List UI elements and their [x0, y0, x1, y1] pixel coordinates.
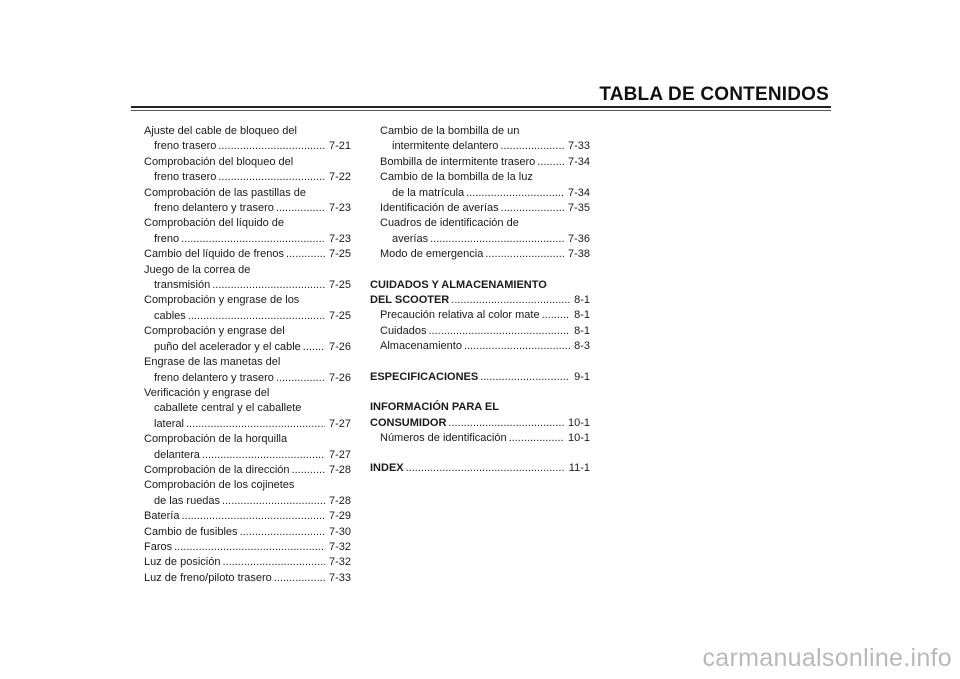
dot-leader — [430, 232, 564, 247]
toc-section-heading[interactable] — [370, 278, 590, 309]
toc-entry-text: Luz de posición — [144, 556, 221, 569]
toc-entry[interactable] — [144, 525, 351, 540]
toc-page-number: 8-1 — [574, 324, 590, 337]
toc-entry-text: freno delantero y trasero — [154, 202, 274, 215]
toc-page-number: 10-1 — [567, 431, 590, 444]
toc-page-number: 8-3 — [574, 340, 590, 353]
toc-section-heading[interactable] — [370, 400, 590, 431]
toc-entry-text: Comprobación y engrase del — [144, 325, 285, 338]
toc-page-number: 7-34 — [567, 186, 590, 199]
toc-page-number: 7-36 — [567, 232, 590, 245]
toc-entry-text: de la matrícula — [392, 186, 465, 199]
toc-entry-text: freno trasero — [154, 171, 217, 184]
dot-leader — [464, 339, 570, 354]
toc-entry[interactable] — [144, 247, 351, 262]
dot-leader — [286, 247, 325, 262]
toc-entry-text: Comprobación del bloqueo del — [144, 155, 294, 168]
toc-page-number: 7-33 — [328, 571, 351, 584]
page-title: TABLA DE CONTENIDOS — [599, 84, 829, 105]
toc-page-number: 7-32 — [328, 556, 351, 569]
dot-leader — [500, 139, 564, 154]
toc-entry-text: freno trasero — [154, 140, 217, 153]
dot-leader — [276, 371, 325, 386]
toc-entry[interactable] — [144, 155, 351, 186]
dot-leader — [202, 448, 325, 463]
toc-entry-text: Juego de la correa de — [144, 263, 251, 276]
toc-entry[interactable] — [144, 432, 351, 463]
dot-leader — [485, 247, 564, 262]
toc-entry-text: Faros — [144, 540, 173, 553]
toc-entry-text: delantera — [154, 448, 200, 461]
section-title: DEL SCOOTER — [370, 294, 450, 307]
dot-leader — [542, 308, 571, 323]
toc-entry-text: Cambio de la bombilla de la luz — [380, 171, 533, 184]
toc-entry-text: Cambio del líquido de frenos — [144, 248, 285, 261]
toc-entry[interactable] — [144, 540, 351, 555]
section-title: CONSUMIDOR — [370, 416, 447, 429]
toc-entry[interactable] — [144, 293, 351, 324]
toc-page-number: 7-34 — [567, 155, 590, 168]
toc-entry-text: Modo de emergencia — [380, 248, 484, 261]
dot-leader — [501, 201, 564, 216]
toc-page-number: 7-21 — [328, 140, 351, 153]
toc-page-number: 7-26 — [328, 371, 351, 384]
toc-page-number: 7-25 — [328, 309, 351, 322]
dot-leader — [537, 155, 564, 170]
dot-leader — [188, 309, 325, 324]
toc-entry-text: Números de identificación — [380, 431, 507, 444]
section-gap — [370, 446, 590, 461]
dot-leader — [222, 555, 325, 570]
toc-entry-text: Cambio de fusibles — [144, 525, 238, 538]
toc-entry[interactable] — [144, 509, 351, 524]
toc-page-number: 10-1 — [567, 416, 590, 429]
dot-leader — [303, 340, 325, 355]
toc-section-heading[interactable] — [370, 370, 590, 385]
dot-leader — [448, 416, 564, 431]
toc-section-heading[interactable] — [370, 461, 590, 476]
section-gap — [370, 385, 590, 400]
toc-entry-text: Comprobación del líquido de — [144, 217, 285, 230]
section-gap — [370, 355, 590, 370]
toc-entry-text: caballete central y el caballete — [154, 402, 302, 415]
toc-entry-text: transmisión — [154, 279, 211, 292]
toc-page-number: 8-1 — [574, 294, 590, 307]
toc-page-number: 7-22 — [328, 171, 351, 184]
toc-entry[interactable] — [370, 155, 590, 170]
dot-leader — [174, 540, 325, 555]
toc-entry-text: lateral — [154, 417, 184, 430]
toc-entry-text: freno — [154, 232, 180, 245]
dot-leader — [181, 509, 325, 524]
dot-leader — [240, 525, 325, 540]
toc-entry-text: cables — [154, 309, 186, 322]
toc-entry-text: Ajuste del cable de bloqueo del — [144, 125, 297, 137]
toc-entry[interactable] — [370, 431, 590, 446]
toc-entry-text: freno delantero y trasero — [154, 371, 274, 384]
section-gap — [370, 263, 590, 278]
toc-entry-text: Engrase de las manetas del — [144, 356, 281, 369]
toc-entry-text: Luz de freno/piloto trasero — [144, 571, 272, 584]
toc-entry[interactable] — [144, 124, 351, 155]
toc-page-number: 7-27 — [328, 448, 351, 461]
toc-entry-text: Bombilla de intermitente trasero — [380, 155, 536, 168]
toc-entry[interactable] — [370, 324, 590, 339]
dot-leader — [451, 293, 570, 308]
dot-leader — [186, 417, 325, 432]
toc-page-number: 7-38 — [567, 248, 590, 261]
toc-entry[interactable] — [370, 201, 590, 216]
toc-entry-text: de las ruedas — [154, 494, 221, 507]
toc-page-number: 7-32 — [328, 540, 351, 553]
toc-page-number: 7-23 — [328, 202, 351, 215]
toc-page-number: 7-29 — [328, 510, 351, 523]
toc-page-number: 7-23 — [328, 232, 351, 245]
toc-page-number: 8-1 — [574, 309, 590, 322]
toc-entry[interactable] — [144, 478, 351, 509]
toc-entry-text: puño del acelerador y el cable — [154, 340, 301, 353]
dot-leader — [218, 170, 325, 185]
dot-leader — [509, 431, 564, 446]
toc-page-number: 7-27 — [328, 417, 351, 430]
toc-entry[interactable] — [370, 124, 590, 155]
toc-entry-text: Cuadros de identificación de — [380, 217, 519, 230]
dot-leader — [218, 139, 325, 154]
toc-entry-text: Comprobación y engrase de los — [144, 294, 300, 307]
toc-entry-text: Identificación de averías — [380, 202, 499, 215]
toc-entry-text: Almacenamiento — [380, 340, 462, 353]
section-title: ESPECIFICACIONES — [370, 370, 479, 383]
toc-entry-text: Comprobación de las pastillas de — [144, 186, 307, 199]
toc-entry[interactable] — [370, 216, 590, 247]
toc-page-number: 7-25 — [328, 248, 351, 261]
toc-entry[interactable] — [370, 339, 590, 354]
toc-entry-text: Comprobación de la horquilla — [144, 433, 288, 446]
dot-leader — [274, 571, 325, 586]
watermark-text: carmanualsonline.info — [702, 644, 952, 672]
section-title: CUIDADOS Y ALMACENAMIENTO — [370, 278, 547, 291]
toc-entry-text: Batería — [144, 510, 180, 523]
toc-entry[interactable] — [370, 308, 590, 323]
header-rule-secondary — [131, 110, 831, 111]
dot-leader — [480, 370, 570, 385]
toc-page-number: 7-25 — [328, 279, 351, 292]
dot-leader — [212, 278, 325, 293]
section-title: INDEX — [370, 462, 404, 475]
header-rule — [131, 106, 831, 108]
dot-leader — [222, 494, 325, 509]
toc-page-number: 7-28 — [328, 463, 351, 476]
dot-leader — [466, 186, 564, 201]
toc-entry[interactable] — [144, 386, 351, 432]
toc-entry-text: Precaución relativa al color mate — [380, 309, 540, 322]
dot-leader — [276, 201, 325, 216]
dot-leader — [428, 324, 570, 339]
toc-entry[interactable] — [144, 555, 351, 570]
toc-entry[interactable] — [144, 263, 351, 294]
toc-page-number: 7-28 — [328, 494, 351, 507]
toc-entry-text: Cambio de la bombilla de un — [380, 125, 520, 137]
toc-entry[interactable] — [144, 186, 351, 217]
section-title: INFORMACIÓN PARA EL — [370, 401, 499, 414]
toc-page-number: 7-30 — [328, 525, 351, 538]
toc-column-right — [370, 124, 590, 477]
toc-page-number: 7-26 — [328, 340, 351, 353]
toc-entry[interactable] — [144, 571, 351, 586]
toc-page-number: 9-1 — [574, 370, 590, 383]
toc-entry[interactable] — [370, 247, 590, 262]
toc-entry[interactable] — [144, 355, 351, 386]
toc-entry-text: intermitente delantero — [392, 140, 499, 153]
toc-entry[interactable] — [370, 170, 590, 201]
dot-leader — [181, 232, 325, 247]
toc-entry[interactable] — [144, 216, 351, 247]
toc-entry[interactable] — [144, 463, 351, 478]
toc-entry[interactable] — [144, 324, 351, 355]
toc-entry-text: Comprobación de los cojinetes — [144, 479, 295, 492]
toc-entry-text: Verificación y engrase del — [144, 386, 270, 399]
toc-page-number: 7-35 — [567, 202, 590, 215]
toc-page-number: 11-1 — [568, 462, 590, 475]
toc-entry-text: Cuidados — [380, 324, 427, 337]
dot-leader — [406, 461, 565, 476]
toc-entry-text: Comprobación de la dirección — [144, 463, 290, 476]
toc-column-left — [144, 124, 351, 586]
dot-leader — [292, 463, 325, 478]
toc-entry-text: averías — [392, 232, 429, 245]
toc-page-number: 7-33 — [567, 140, 590, 153]
